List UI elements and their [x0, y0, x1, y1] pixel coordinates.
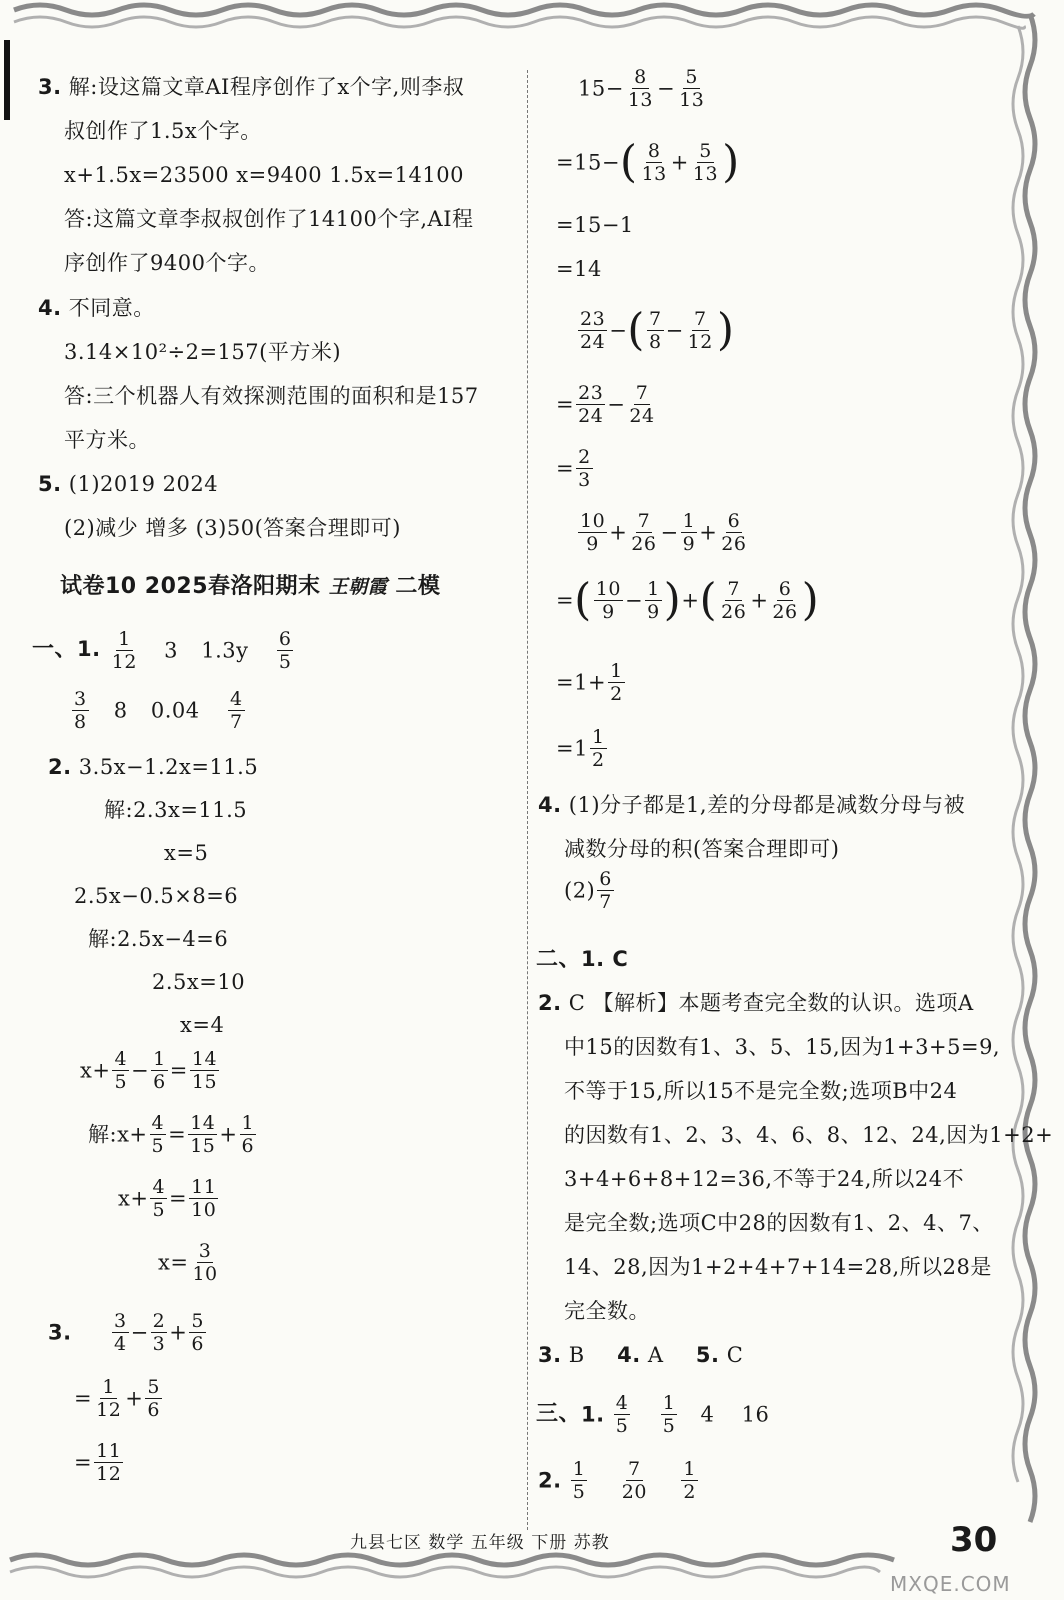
- q3-line2: 叔创作了1.5x个字。: [64, 119, 262, 143]
- r-eq9: =( $\frac{10}{9}$ − $\frac{1}{9}$ )+( $\frac{7}{26}$ + $\frac{6}{26}$ ): [556, 574, 820, 626]
- q3-equation: x+1.5x=23500 x=9400 1.5x=14100: [64, 163, 464, 187]
- q3b-eq3: = $\frac{11}{12}$: [74, 1440, 122, 1485]
- q3-answer-line1: 答:这篇文章李叔叔创作了14100个字,AI程: [64, 207, 474, 231]
- q2-eq1: 2. 3.5x−1.2x=11.5: [48, 755, 259, 779]
- q2-eq7: x=4: [180, 1013, 225, 1037]
- signature: 王朝霞: [328, 576, 388, 598]
- r-q4-line1: 4. (1)分子都是1,差的分母都是减数分母与被: [538, 793, 966, 817]
- q3-answer-line2: 序创作了9400个字。: [64, 251, 270, 275]
- s2-q2-line2: 中15的因数有1、3、5、15,因为1+3+5=9,: [564, 1035, 1001, 1059]
- r-eq5: $\frac{23}{24}$ −( $\frac{7}{8}$ − $\frac{7}{12}$ ): [580, 304, 735, 356]
- q2-eq10: x+ $\frac{4}{5}$ = $\frac{11}{10}$: [118, 1176, 217, 1221]
- q2-eq3: x=5: [164, 841, 209, 865]
- r-eq6: = $\frac{23}{24}$ − $\frac{7}{24}$: [556, 382, 655, 427]
- column-divider: [527, 70, 529, 1530]
- r-eq11: =1 $\frac{1}{2}$: [556, 726, 605, 771]
- s3-q1: 三、1. $\frac{4}{5}$ $\frac{1}{5}$ 4 16: [536, 1392, 770, 1437]
- s2-q2-line6: 是完全数;选项C中28的因数有1、2、4、7、: [564, 1211, 994, 1235]
- s2-q2-line1: 2. C 【解析】本题考查完全数的认识。选项A: [538, 991, 974, 1015]
- q2-eq11: x= $\frac{3}{10}$: [158, 1240, 218, 1285]
- r-eq8: $\frac{10}{9}$ + $\frac{7}{26}$ − $\frac{1}{9}$ + $\frac{6}{26}$: [580, 510, 747, 555]
- q4-equation: 3.14×10²÷2=157(平方米): [64, 340, 342, 364]
- watermark: MXQE.COM: [890, 1572, 1011, 1596]
- q4-answer-line1: 答:三个机器人有效探测范围的面积和是157: [64, 384, 479, 408]
- s2-q2-line8: 完全数。: [564, 1299, 650, 1323]
- s1-q1-row2: $\frac{3}{8}$ 8 0.04 $\frac{4}{7}$: [74, 688, 243, 733]
- q4-answer-line2: 平方米。: [64, 428, 150, 452]
- s2-q2-line4: 的因数有1、2、3、4、6、8、12、24,因为1+2+: [564, 1123, 1054, 1147]
- s3-q2: 2. $\frac{1}{5}$ $\frac{7}{20}$ $\frac{1}{2}$: [538, 1458, 696, 1503]
- page-number: 30: [950, 1520, 998, 1560]
- s2-q2-line3: 不等于15,所以15不是完全数;选项B中24: [564, 1079, 958, 1103]
- r-eq1: 15− $\frac{8}{13}$ − $\frac{5}{13}$: [578, 66, 705, 111]
- q2-eq8: x+ $\frac{4}{5}$ − $\frac{1}{6}$ = $\frac{14}{15}$: [80, 1048, 218, 1093]
- q2-eq6: 2.5x=10: [152, 970, 246, 994]
- q4-line1: 4. 不同意。: [38, 296, 155, 320]
- s2-q1: 二、1. C: [536, 947, 629, 972]
- q2-eq4: 2.5x−0.5×8=6: [74, 884, 239, 908]
- q2-eq2: 解:2.3x=11.5: [104, 798, 248, 822]
- r-q4-line3: (2) $\frac{6}{7}$: [564, 868, 612, 913]
- paper-title: 试卷10 2025春洛阳期末 王朝霞 二模: [60, 574, 441, 599]
- q5-line2: (2)减少 增多 (3)50(答案合理即可): [64, 516, 401, 540]
- s2-q2-line7: 14、28,因为1+2+4+7+14=28,所以28是: [564, 1255, 992, 1279]
- q2-eq9: 解:x+ $\frac{4}{5}$ = $\frac{14}{15}$ + $\frac{1}{6}$: [88, 1112, 255, 1157]
- q3b-eq2: = $\frac{1}{12}$ + $\frac{5}{6}$: [74, 1376, 160, 1421]
- q3b-eq1: 3. $\frac{3}{4}$ − $\frac{2}{3}$ + $\frac{5}{6}$: [48, 1310, 204, 1355]
- q2-eq5: 解:2.5x−4=6: [88, 927, 229, 951]
- r-eq10: =1+ $\frac{1}{2}$: [556, 660, 623, 705]
- r-eq7: = $\frac{2}{3}$: [556, 446, 591, 491]
- s2-q2-line5: 3+4+6+8+12=36,不等于24,所以24不: [564, 1167, 965, 1191]
- s1-q1-row1: 一、1. $\frac{1}{12}$ 3 1.3y $\frac{6}{5}$: [32, 628, 292, 673]
- q3-line1: 3. 解:设这篇文章AI程序创作了x个字,则李叔: [38, 75, 465, 99]
- r-eq3: =15−1: [556, 213, 634, 237]
- r-q4-line2: 减数分母的积(答案合理即可): [564, 837, 840, 861]
- r-eq2: =15−( $\frac{8}{13}$ + $\frac{5}{13}$ ): [556, 136, 740, 188]
- footer-text: 九县七区 数学 五年级 下册 苏教: [350, 1533, 610, 1553]
- q5-line1: 5. (1)2019 2024: [38, 472, 219, 496]
- r-eq4: =14: [556, 257, 602, 281]
- s2-q3-q5: 3. B 4. A 5. C: [538, 1343, 744, 1367]
